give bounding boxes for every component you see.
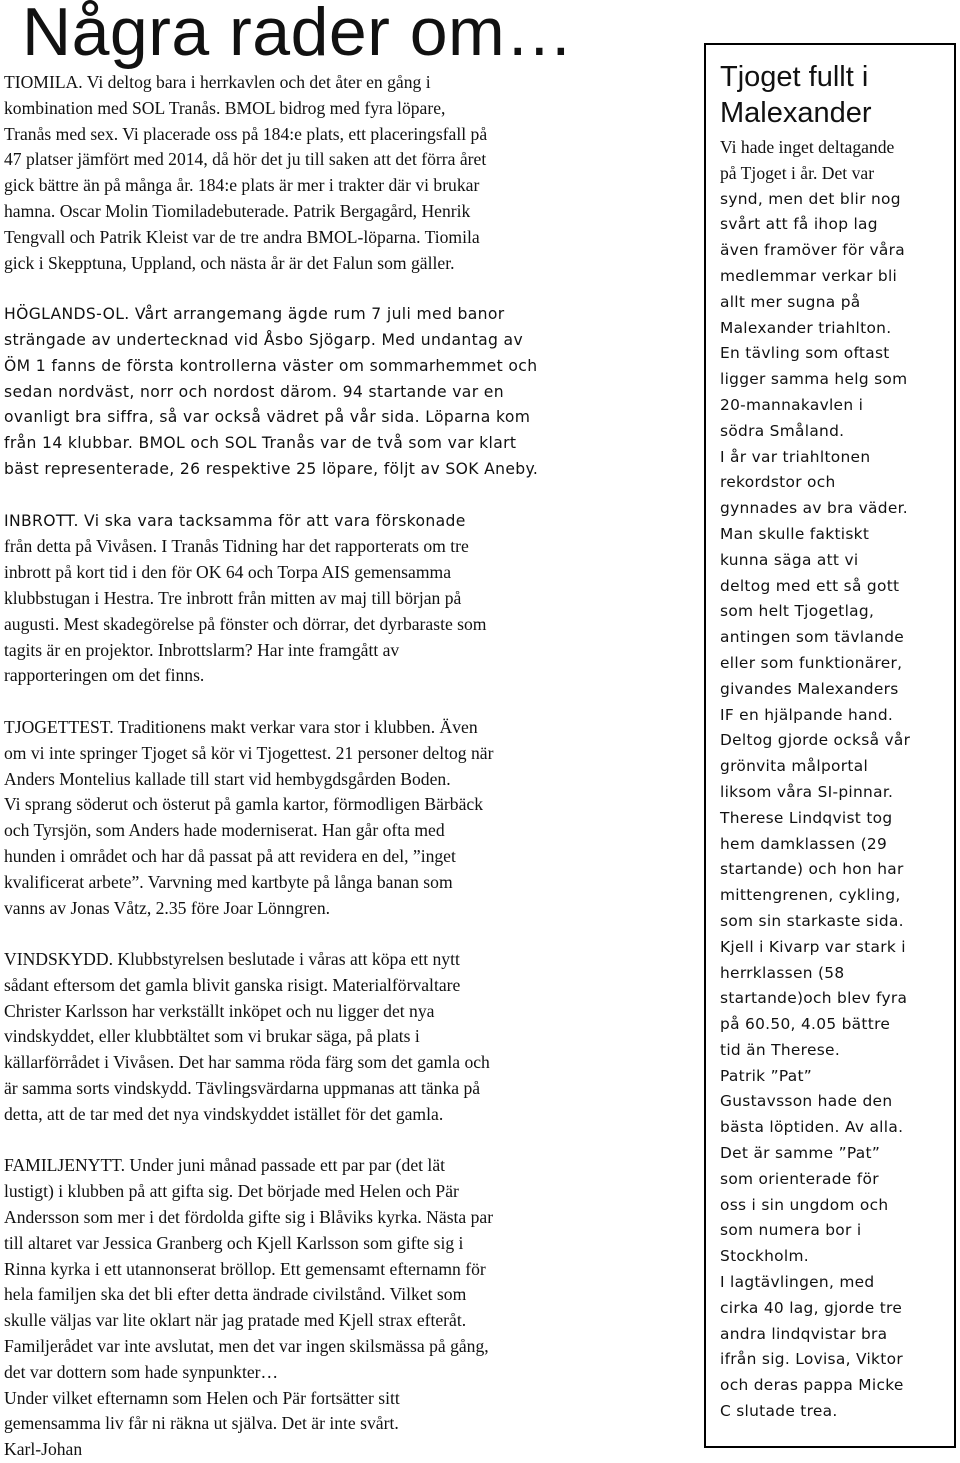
sidebar-body-line: I år var triahltonen (720, 447, 871, 466)
paragraph-line: vanns av Jonas Våtz, 2.35 före Joar Lönngren. (4, 897, 331, 918)
sidebar-body-line: startande) och hon har (720, 860, 904, 879)
paragraph-line: hunden i området och har då passat på att revidera en del, ”inget (4, 845, 456, 866)
sidebar-body-line: allt mer sugna på (720, 292, 861, 311)
paragraph-line: och Tyrsjön, som Anders hade moderniserat. Han går ofta med (4, 820, 445, 841)
sidebar-body-line: IF en hjälpande hand. (720, 705, 894, 724)
sidebar-body-line: cirka 40 lag, gjorde tre (720, 1298, 903, 1317)
article-paragraph (4, 1153, 654, 1437)
sidebar-body-line: som helt Tjogetlag, (720, 602, 875, 621)
sidebar-body-line: 20-mannakavlen i (720, 395, 864, 414)
author-signature: Karl-Johan (4, 1439, 83, 1460)
article-paragraph (4, 715, 654, 921)
paragraph-line: från detta på Vivåsen. I Tranås Tidning har det rapporterats om tre (4, 536, 469, 557)
sidebar-body-line: herrklassen (58 (720, 963, 845, 982)
sidebar-body-line: södra Småland. (720, 421, 845, 440)
sidebar-body-line: synd, men det blir nog (720, 189, 901, 208)
paragraph-line: Tengvall och Patrik Kleist var de tre andra BMOL-löparna. Tiomila (4, 226, 480, 247)
sidebar-intro-line: på Tjoget i år. Det var (720, 162, 875, 183)
paragraph-line: är samma sorts vindskydd. Tävlingsvärdarna uppmanas att tänka på (4, 1078, 481, 1099)
sidebar-body-line: Gustavsson hade den (720, 1092, 893, 1111)
sidebar-intro (720, 135, 946, 187)
sidebar-body-line: oss i sin ungdom och (720, 1195, 889, 1214)
paragraph-line: detta, att de tar med det nya vindskyddet istället för det gamla. (4, 1103, 444, 1124)
sidebar-body-line: rekordstor och (720, 473, 836, 492)
paragraph-line: Rinna kyrka i ett utannonserat bröllop. Ett gemensamt efternamn för (4, 1258, 486, 1279)
paragraph-line: ÖM 1 fanns de första kontrollerna väster om sommarhemmet och (4, 356, 538, 375)
sidebar-body-line: Deltog gjorde också vår (720, 731, 911, 750)
sidebar-body-line: deltog med ett så gott (720, 576, 900, 595)
sidebar-body-line: Kjell i Kivarp var stark i (720, 937, 906, 956)
sidebar-body-line: och deras pappa Micke (720, 1376, 904, 1395)
paragraph-line: gick i Skepptuna, Uppland, och nästa år är det Falun som gäller. (4, 252, 455, 273)
paragraph-line: om vi inte springer Tjoget så kör vi Tjogettest. 21 personer deltog när (4, 742, 494, 763)
sidebar-body-line: Stockholm. (720, 1247, 809, 1266)
paragraph-line: Andersson som mer i det fördolda gifte sig i Blåviks kyrka. Nästa par (4, 1207, 494, 1228)
sidebar-body-line: ifrån sig. Lovisa, Viktor (720, 1350, 903, 1369)
paragraph-line: rapporteringen om det finns. (4, 665, 205, 686)
sidebar-heading (720, 59, 946, 131)
paragraph-line: klubbstugan i Hestra. Tre inbrott från mitten av maj till början på (4, 587, 462, 608)
sidebar-body-line: medlemmar verkar bli (720, 266, 898, 285)
paragraph-line: augusti. Mest skadegörelse på fönster och dörrar, det dyrbaraste som (4, 613, 487, 634)
sidebar-body-line: Man skulle faktiskt (720, 524, 870, 543)
paragraph-line: gemensamma liv får ni räkna ut själva. Det är inte svårt. (4, 1413, 399, 1434)
main-column (4, 70, 654, 1463)
sidebar-body-line: som sin starkaste sida. (720, 911, 904, 930)
sidebar-body-line: andra lindqvistar bra (720, 1324, 888, 1343)
sidebar-body-line: Patrik ”Pat” (720, 1066, 813, 1085)
sidebar-body-line: C slutade trea. (720, 1402, 838, 1421)
sidebar-body-line: En tävling som oftast (720, 344, 890, 363)
paragraph-line: hela familjen ska det bli efter detta ändrade civilstånd. Vilket som (4, 1284, 467, 1305)
paragraph-line: ovanligt bra siffra, så var också vädret på vår sida. Löparna kom (4, 408, 531, 427)
paragraph-line: Anders Montelius kallade till start vid hembygdsgården Boden. (4, 768, 451, 789)
article-paragraph (4, 70, 654, 276)
paragraph-line: kombination med SOL Tranås. BMOL bidrog med fyra löpare, (4, 97, 446, 118)
paragraph-line: källarförrådet i Vivåsen. Det har samma röda färg som det gamla och (4, 1052, 490, 1073)
sidebar-body-line: bästa löptiden. Av alla. (720, 1118, 904, 1137)
sidebar-body-line: liksom våra SI-pinnar. (720, 782, 894, 801)
paragraph-line: TIOMILA. Vi deltog bara i herrkavlen och det åter en gång i (4, 72, 431, 92)
sidebar-body-line: givandes Malexanders (720, 679, 899, 698)
sidebar-body-line: svårt att få ihop lag (720, 215, 878, 234)
paragraph-line: hamna. Oscar Molin Tiomiladebuterade. Patrik Bergagård, Henrik (4, 200, 471, 221)
paragraph-line: Familjerådet var inte avslutat, men det var ingen skilsmässa på gång, (4, 1336, 489, 1357)
sidebar-body-line: tid än Therese. (720, 1040, 841, 1059)
sidebar-body-line: Malexander triahlton. (720, 318, 892, 337)
sidebar-body-line: som orienterade för (720, 1169, 879, 1188)
paragraph-line: det var dottern som hade synpunkter… (4, 1361, 279, 1382)
paragraph-line: inbrott på kort tid i den för OK 64 och Torpa AIS gemensamma (4, 562, 451, 583)
paragraph-line: Vi sprang söderut och österut på gamla kartor, förmodligen Bärbäck (4, 794, 483, 815)
paragraph-line: vindskyddet, eller klubbtältet som vi brukar säga, på plats i (4, 1026, 420, 1047)
paragraph-line: skulle väljas var lite oklart när jag pratade med Kjell strax efteråt. (4, 1310, 467, 1331)
sidebar-body-line: startande)och blev fyra (720, 989, 908, 1008)
paragraph-line: strängade av undertecknad vid Åsbo Sjögarp. Med undantag av (4, 330, 524, 349)
sidebar-heading-line: Tjoget fullt i (720, 61, 869, 93)
sidebar-body-line: grönvita målportal (720, 757, 869, 776)
sidebar-body-line: eller som funktionärer, (720, 653, 903, 672)
paragraph-line: tagits är en projektor. Inbrottslarm? Har inte framgått av (4, 639, 400, 660)
sidebar-body-line: ligger samma helg som (720, 370, 908, 389)
sidebar-body-line: Therese Lindqvist tog (720, 808, 893, 827)
sidebar-heading-line: Malexander (720, 97, 872, 129)
sidebar-body-line: hem damklassen (29 (720, 834, 888, 853)
sidebar-body-line: kunna säga att vi (720, 550, 859, 569)
paragraph-line: Christer Karlsson har verkställt inköpet och nu ligger det nya (4, 1000, 435, 1021)
sidebar-body-line: mittengrenen, cykling, (720, 886, 901, 905)
paragraph-line: Under vilket efternamn som Helen och Pär fortsätter sitt (4, 1387, 400, 1408)
sidebar-intro-line: Vi hade inget deltagande (720, 137, 895, 157)
sidebar-body-line: på 60.50, 4.05 bättre (720, 1015, 891, 1034)
paragraph-line: till altaret var Jessica Granberg och Kjell Karlsson som gifte sig i (4, 1232, 464, 1253)
paragraph-line: Tranås med sex. Vi placerade oss på 184:e plats, ett placeringsfall på (4, 123, 488, 144)
article-paragraph (4, 509, 654, 690)
paragraph-line: HÖGLANDS-OL. Vårt arrangemang ägde rum 7 juli med banor (4, 305, 505, 324)
article-paragraph (4, 302, 654, 483)
page-title: Några rader om… (22, 0, 574, 70)
paragraph-line: 47 platser jämfört med 2014, då hör det ju till saken att det förra året (4, 149, 487, 170)
sidebar-body-line: antingen som tävlande (720, 628, 905, 647)
paragraph-line: sådant eftersom det gamla blivit ganska risigt. Materialförvaltare (4, 974, 461, 995)
paragraph-line: kvalificerat arbete”. Varvning med kartbyte på långa banan som (4, 871, 453, 892)
article-paragraph (4, 947, 654, 1128)
sidebar-body-line: Det är samme ”Pat” (720, 1144, 881, 1163)
paragraph-line: INBROTT. Vi ska vara tacksamma för att vara förskonade (4, 511, 466, 530)
paragraph-line: VINDSKYDD. Klubbstyrelsen beslutade i våras att köpa ett nytt (4, 949, 460, 970)
sidebar-body-line: som numera bor i (720, 1221, 862, 1240)
sidebar-box (704, 43, 956, 1448)
paragraph-line: lustigt) i klubben på att gifta sig. Det började med Helen och Pär (4, 1181, 459, 1202)
sidebar-body-line: gynnades av bra väder. (720, 499, 909, 518)
paragraph-line: sedan nordväst, norr och nordost därom. 94 startande var en (4, 382, 504, 401)
sidebar-body-line: I lagtävlingen, med (720, 1273, 875, 1292)
sidebar-body (720, 187, 946, 1425)
paragraph-line: bäst representerade, 26 respektive 25 löpare, följt av SOK Aneby. (4, 459, 539, 478)
paragraph-line: TJOGETTEST. Traditionens makt verkar vara stor i klubben. Även (4, 716, 478, 737)
paragraph-line: från 14 klubbar. BMOL och SOL Tranås var de två som var klart (4, 434, 517, 453)
paragraph-line: FAMILJENYTT. Under juni månad passade ett par par (det lät (4, 1155, 446, 1176)
sidebar-body-line: även framöver för våra (720, 241, 905, 260)
paragraph-line: gick bättre än på många år. 184:e plats är mer i trakter där vi brukar (4, 175, 480, 196)
